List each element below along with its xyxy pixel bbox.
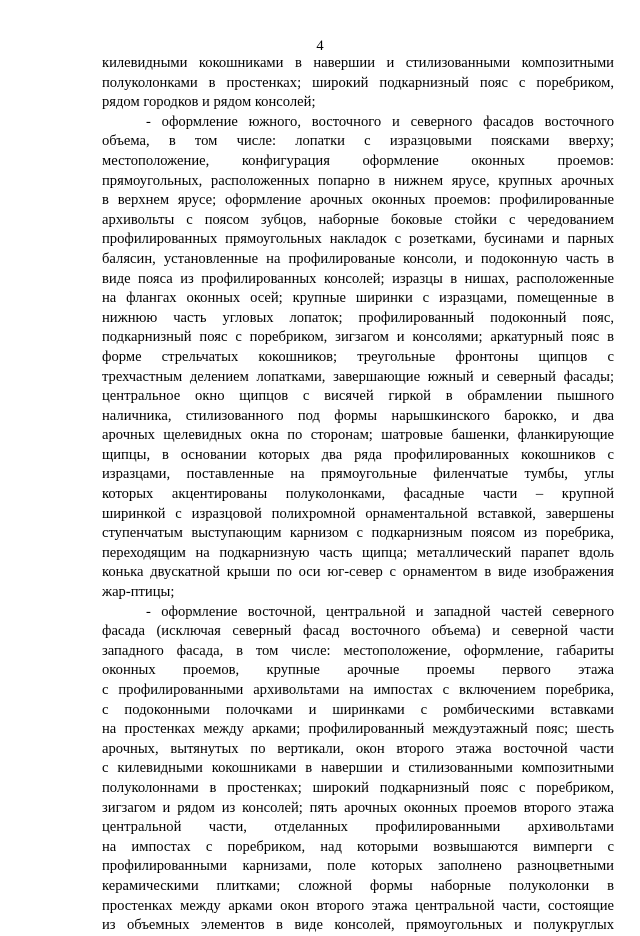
text-line: с килевидными кокошниками в навершии и стилизованными композитными [102, 760, 614, 777]
text-line: ступенчатым выступающим карнизом с подкарнизным поясом из поребрика, [102, 525, 614, 542]
text-line: килевидными кокошниками в навершии и стилизованными композитными [102, 55, 614, 71]
text-line: конька двускатной крыши по оси юг-север с орнаментом в виде изображения [102, 564, 614, 581]
text-line: арочных щелевидных окна по сторонам; шатровые башенки, фланкирующие [102, 427, 614, 444]
text-line: балясин, установленные на профилированые консоли, и подоконную часть в [102, 250, 614, 267]
body-text [102, 54, 614, 936]
text-line: с подоконными полочками и ширинками с ромбическими вставками [102, 701, 614, 718]
text-line: трехчастным делением лопатками, завершающие южный и северный фасады; [102, 368, 614, 385]
text-line: форме стрельчатых кокошников; треугольные фронтоны щипцов с [102, 348, 614, 365]
text-line: профилированными карнизами, поле которых заполнено разноцветными [102, 858, 614, 875]
text-line: ширинкой с изразцовой полихромной орнаментальной вставкой, завершены [102, 505, 614, 522]
text-line: нижнюю часть угловых лопаток; профилированный подоконный пояс, [102, 309, 614, 326]
text-line: рядом городков и рядом консолей; [102, 94, 316, 111]
text-line: полуколоннами в простенках; широкий подкарнизный пояс с поребриком, [102, 779, 614, 796]
text-line: центральной части, отделанных профилированными архивольтами [102, 819, 614, 836]
text-line: оконных проемов, крупные арочные проемы первого этажа [102, 662, 614, 679]
text-line: в верхнем ярусе; оформление арочных оконных проемов: профилированные [102, 192, 614, 209]
text-line: переходящим на подкарнизную часть щипца; металлический парапет вдоль [102, 544, 614, 561]
text-line: центральное окно щипцов с висячей гиркой в обрамлении пышного [102, 388, 614, 405]
text-line: щипцы, в основании которых два ряда профилированных кокошников с [102, 446, 614, 463]
text-line: жар-птицы; [102, 584, 175, 601]
text-line: арочных, вытянутых по вертикали, окон второго этажа восточной части [102, 740, 614, 757]
text-line: - оформление восточной, центральной и западной частей северного [146, 603, 614, 620]
text-line: местоположение, конфигурация оформление оконных проемов: [102, 152, 614, 169]
text-line: из объемных элементов в виде консолей, прямоугольных и полукруглых [102, 917, 614, 934]
text-line: наличника, стилизованного под формы нарышкинского барокко, и два [102, 407, 614, 424]
text-line: архивольты с поясом зубцов, наборные боковые стойки с чередованием [102, 211, 614, 228]
text-line: на флангах оконных осей; крупные ширинки с изразцами, помещенные в [102, 290, 614, 307]
text-line: с профилированными архивольтами на импостах с включением поребрика, [102, 682, 614, 698]
text-line: на импостах с поребриком, над которыми возвышаются вимперги с [102, 838, 614, 855]
text-line: керамическими плитками; сложной формы наборные полуколонки в [102, 877, 614, 894]
text-line: прямоугольных, расположенных попарно в нижнем ярусе, крупных арочных [102, 172, 614, 189]
text-line: простенках между арками окон второго этажа центральной части, состоящие [102, 897, 614, 914]
text-line: виде пояса из профилированных консолей; изразцы в нишах, расположенные [102, 270, 614, 287]
text-line: фасада (исключая северный фасад восточного объема) и северной части [102, 623, 614, 640]
text-line: подкарнизный пояс с поребриком, зигзагом и консолями; аркатурный пояс в [102, 329, 614, 346]
page-number: 4 [316, 38, 324, 54]
text-line: - оформление южного, восточного и северного фасадов восточного [146, 113, 614, 130]
text-line: полуколонками в простенках; широкий подкарнизный пояс с поребриком, [102, 74, 614, 91]
text-line: изразцами, поставленные на прямоугольные филенчатые тумбы, углы [102, 466, 614, 483]
text-line: профилированных прямоугольных накладок с розетками, бусинами и парных [102, 231, 614, 248]
text-line: западного фасада, в том числе: местоположение, оформление, габариты [102, 642, 614, 659]
text-line: объема, в том числе: лопатки с изразцовыми поясками вверху; [102, 133, 614, 150]
text-line: зигзагом и рядом из консолей; пять арочных оконных проемов второго этажа [102, 799, 614, 816]
text-line: которых акцентированы полуколонками, фасадные части – крупной [102, 486, 614, 503]
text-line: на простенках между арками; профилированный междуэтажный пояс; шесть [102, 721, 614, 738]
